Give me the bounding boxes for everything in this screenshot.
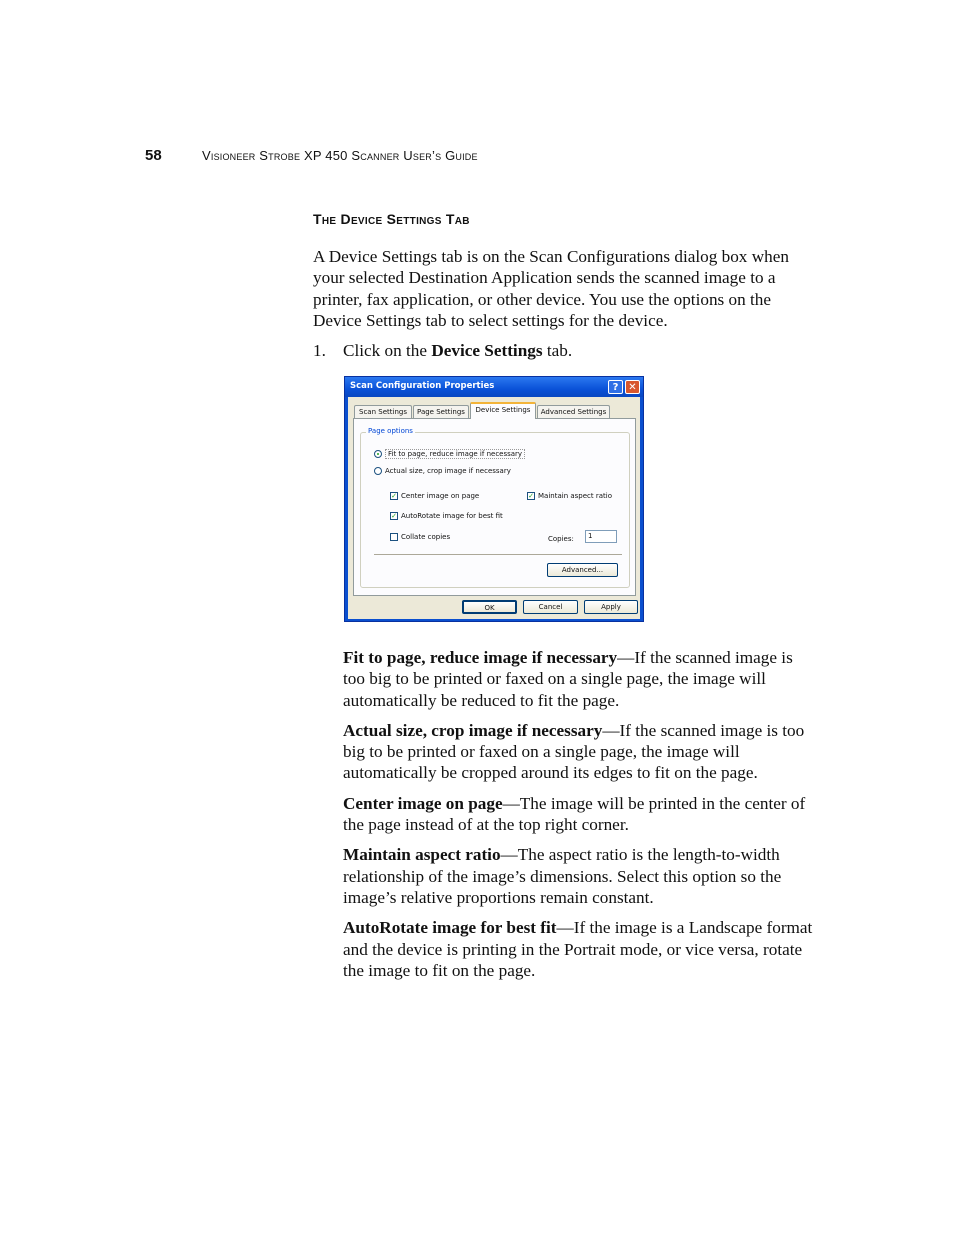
radio-selected-icon[interactable]	[374, 450, 382, 458]
section-title: The Device Settings Tab	[313, 211, 470, 227]
radio-actual-label: Actual size, crop image if necessary	[385, 467, 511, 475]
definition-text: —If the scanned image is too big to be printed or faxed on a single page, the image will automatically be cropped around its edges to fit on the page.	[343, 720, 805, 783]
check-aspect-label: Maintain aspect ratio	[538, 492, 612, 500]
definition-text: —If the image is a Landscape format and the device is printing in the Portrait mode, or vice versa, rotate the image to fit on the page.	[343, 918, 813, 980]
definition-term: Center image on page	[343, 793, 503, 813]
dialog-titlebar[interactable]	[345, 377, 643, 397]
check-center-image[interactable]	[390, 491, 479, 501]
tab-scan-settings[interactable]: Scan Settings	[354, 405, 412, 418]
definition-term: Fit to page, reduce image if necessary	[343, 648, 618, 667]
page-options-group	[360, 427, 630, 588]
definition-term: Actual size, crop image if necessary	[343, 720, 603, 740]
definition-item	[343, 917, 813, 981]
definitions-list	[343, 647, 813, 990]
cancel-button[interactable]: Cancel	[523, 600, 578, 614]
copies-input[interactable]: 1	[585, 530, 617, 543]
dialog-client-area	[348, 397, 640, 619]
checkbox-checked-icon[interactable]: ✓	[391, 492, 397, 500]
radio-actual-size[interactable]	[374, 466, 511, 476]
check-autorotate[interactable]	[390, 511, 503, 521]
ok-button[interactable]: OK	[462, 600, 517, 614]
advanced-button[interactable]: Advanced...	[547, 563, 618, 577]
definition-item	[343, 793, 813, 836]
definition-term: Maintain aspect ratio	[343, 845, 501, 865]
separator	[374, 554, 622, 555]
page-header	[145, 147, 478, 165]
check-autorotate-label: AutoRotate image for best fit	[401, 512, 503, 520]
page-number: 58	[145, 147, 162, 164]
step-1	[313, 340, 813, 361]
running-title: Visioneer Strobe XP 450 Scanner User’s Guide	[202, 148, 478, 163]
check-center-label: Center image on page	[401, 492, 480, 500]
radio-fit-label: Fit to page, reduce image if necessary	[385, 449, 525, 459]
definition-text: —The aspect ratio is the length-to-width relationship of the image’s dimensions. Select this option so the image’s relative proportions remain constant.	[343, 845, 782, 907]
radio-unselected-icon[interactable]	[374, 467, 382, 475]
tab-device-settings[interactable]: Device Settings	[470, 402, 536, 419]
step-text-after: tab.	[542, 341, 573, 360]
checkbox-checked-icon[interactable]: ✓	[528, 492, 534, 500]
check-maintain-aspect[interactable]	[527, 491, 612, 501]
step-text-bold: Device Settings	[431, 341, 543, 360]
tab-advanced-settings[interactable]: Advanced Settings	[537, 405, 610, 418]
help-button[interactable]: ?	[608, 380, 623, 394]
step-text-before: Click on the	[343, 341, 432, 360]
definition-text: —The image will be printed in the center of the page instead of at the top right corner.	[343, 793, 806, 835]
copies-label: Copies:	[548, 535, 574, 543]
apply-button[interactable]: Apply	[584, 600, 638, 614]
close-button[interactable]: ✕	[625, 380, 640, 394]
intro-paragraph: A Device Settings tab is on the Scan Configurations dialog box when your selected Destination Application sends the scanned image to a printer, fax application, or other device. You use the options on the Device Settings tab to select settings for the device.	[313, 247, 789, 330]
checkbox-unchecked-icon[interactable]	[390, 533, 398, 541]
definition-item	[343, 647, 813, 711]
group-label: Page options	[368, 427, 413, 435]
check-collate-label: Collate copies	[401, 533, 451, 541]
definition-item	[343, 720, 813, 784]
checkbox-checked-icon[interactable]: ✓	[391, 512, 397, 520]
tab-page-settings[interactable]: Page Settings	[413, 405, 469, 418]
scan-configuration-dialog	[344, 376, 644, 622]
definition-text: —If the scanned image is too big to be printed or faxed on a single page, the image will automatically be reduced to fit the page.	[343, 648, 793, 710]
check-collate-copies[interactable]	[390, 532, 450, 542]
device-settings-panel	[353, 418, 636, 596]
definition-item	[343, 844, 813, 908]
definition-term: AutoRotate image for best fit	[343, 918, 557, 938]
radio-fit-to-page[interactable]	[374, 449, 525, 459]
step-number: 1.	[313, 341, 326, 360]
dialog-title: Scan Configuration Properties	[350, 381, 495, 391]
